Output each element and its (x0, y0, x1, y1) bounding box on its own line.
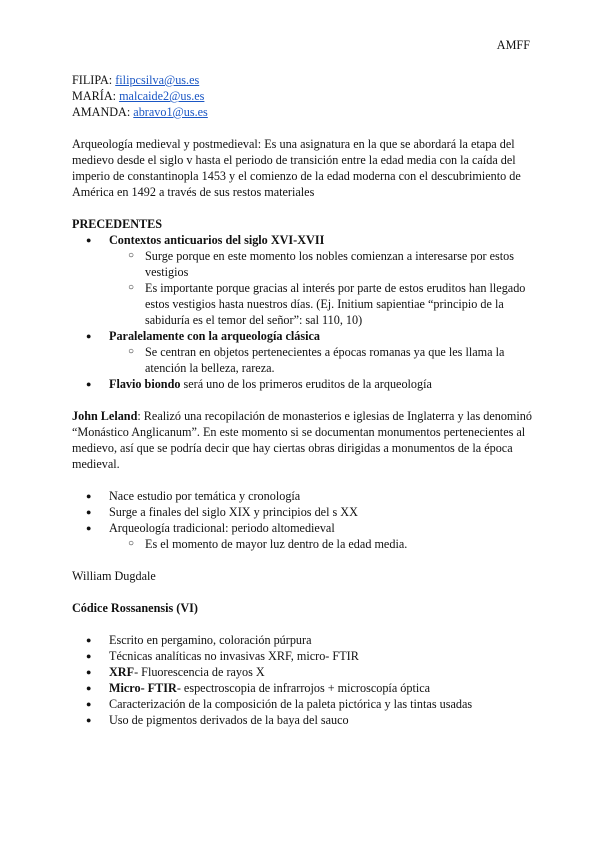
list-item-text: - espectroscopia de infrarrojos + microscopía óptica (176, 681, 431, 695)
sub-list (109, 344, 532, 376)
list-item: ● Técnicas analíticas no invasivas XRF, micro- FTIR (72, 648, 532, 664)
sub-list (109, 248, 532, 328)
list-item-bold: Paralelamente con la arqueología clásica (109, 329, 320, 343)
contact-filipa (72, 72, 532, 88)
list-item: ● Nace estudio por temática y cronología (72, 488, 532, 504)
list-item-bold: Micro- FTIR (109, 681, 177, 695)
precedentes-list (72, 232, 532, 392)
contact-list (72, 72, 532, 120)
contact-maria (72, 88, 532, 104)
list-item-bold: Flavio biondo (109, 377, 181, 391)
precedentes-heading: PRECEDENTES (72, 217, 163, 231)
list-item-bold: Contextos anticuarios del siglo XVI-XVII (109, 233, 325, 247)
leland-text: : Realizó una recopilación de monasterios e iglesias de Inglaterra y las denominó “Monástico Anglicanum”. En este momento si se documentan monumentos pertenecientes al medievo, así que se podría decir que hay ciertas obras dirigidas a monumentos de la época medieval. (72, 409, 532, 471)
dugdale-line: William Dugdale (72, 569, 156, 583)
contact-label: AMANDA: (72, 105, 131, 119)
email-link-filipa[interactable]: filipcsilva@us.es (115, 73, 200, 87)
sub-list-item: ○ Es importante porque gracias al interés por parte de estos eruditos han llegado estos vestigios hasta nuestros días. (Ej. Initium sapientiae “principio de la sabiduría es el temor del señor”: sal 110, 10) (72, 280, 532, 328)
leland-name: John Leland (72, 409, 138, 423)
list-item (72, 664, 532, 680)
contact-label: FILIPA: (72, 73, 113, 87)
list-item: ● Uso de pigmentos derivados de la baya del sauco (72, 712, 532, 728)
study-list (72, 488, 532, 552)
list-item-bold: XRF (109, 665, 135, 679)
leland-paragraph (72, 408, 532, 472)
sub-list (109, 536, 532, 552)
codice-heading: Códice Rossanensis (VI) (72, 601, 198, 615)
sub-list-item: ○ Es el momento de mayor luz dentro de la edad media. (72, 536, 532, 552)
sub-list-item: ○ Se centran en objetos pertenecientes a épocas romanas ya que les llama la atención la belleza, rareza. (72, 344, 532, 376)
list-item: ● Caracterización de la composición de la paleta pictórica y las tintas usadas (72, 696, 532, 712)
sub-list-item: ○ Surge porque en este momento los nobles comienzan a interesarse por estos vestigios (72, 248, 532, 280)
contact-amanda (72, 104, 532, 120)
intro-paragraph: Arqueología medieval y postmedieval: Es una asignatura en la que se abordará la etapa del medievo desde el siglo v hasta el periodo de transición entre la edad media con la caída del imperio de constantinopla 1453 y el comienzo de la edad moderna con el descubrimiento de América en 1492 a través de sus restos materiales (72, 137, 521, 199)
header-initials: AMFF (496, 38, 530, 52)
email-link-amanda[interactable]: abravo1@us.es (133, 105, 208, 119)
list-item-text: Arqueología tradicional: periodo altomedieval (109, 521, 335, 535)
list-item (72, 376, 532, 392)
document-body (72, 72, 532, 728)
list-item-text: será uno de los primeros eruditos de la arqueología (180, 377, 432, 391)
list-item (72, 680, 532, 696)
contact-label: MARÍA: (72, 89, 117, 103)
email-link-maria[interactable]: malcaide2@us.es (119, 89, 205, 103)
list-item (72, 328, 532, 376)
list-item: ● Escrito en pergamino, coloración púrpura (72, 632, 532, 648)
list-item (72, 520, 532, 552)
list-item-text: - Fluorescencia de rayos X (134, 665, 265, 679)
list-item (72, 232, 532, 328)
list-item: ● Surge a finales del siglo XIX y principios del s XX (72, 504, 532, 520)
codice-list (72, 632, 532, 728)
